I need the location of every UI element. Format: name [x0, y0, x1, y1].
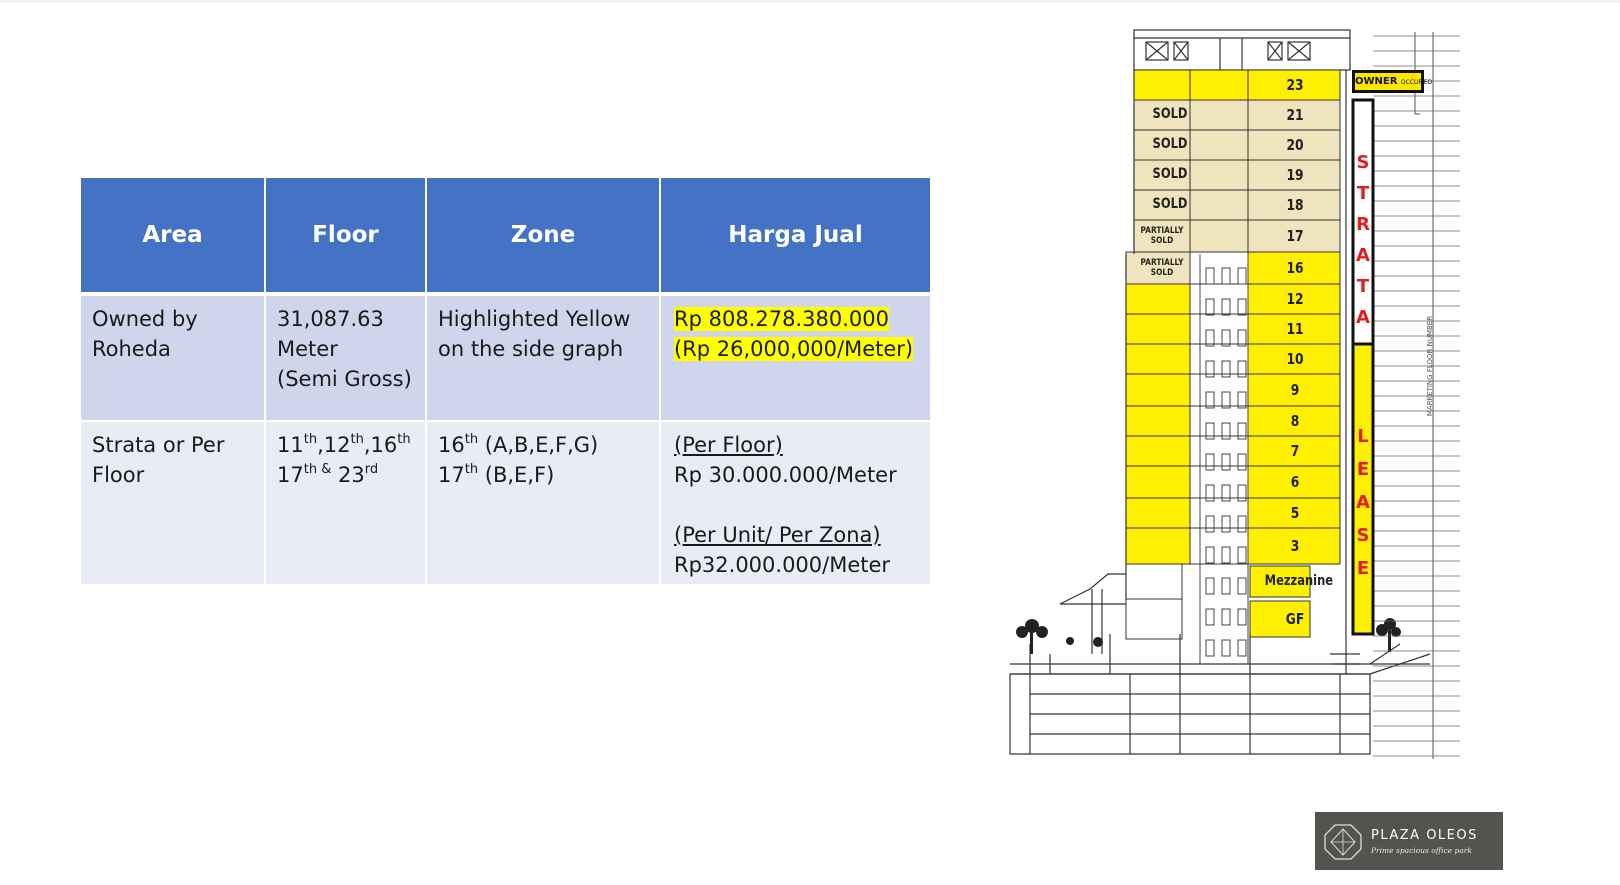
floor-number-label: 21 — [1286, 106, 1304, 124]
floor-number-label: GF — [1285, 610, 1305, 628]
vertical-letter: E — [1356, 459, 1370, 480]
table-header-row — [81, 178, 930, 296]
floor-number-label: Mezzanine — [1264, 573, 1334, 589]
zone-line-2: 17th (B,E,F) — [438, 462, 555, 487]
elevator-cell — [1238, 578, 1246, 594]
elevator-cell — [1222, 609, 1230, 625]
per-floor-label: (Per Floor) — [674, 433, 783, 457]
floor-zone-left — [1126, 406, 1190, 436]
floor-zone-left — [1126, 528, 1190, 564]
cell-line: (Semi Gross) — [277, 367, 412, 391]
floor-zone-left — [1126, 374, 1190, 406]
floor-zone-core — [1190, 528, 1248, 564]
header-area: Area — [81, 178, 266, 296]
owner-occupied-box: OWNER OCCUPIED — [1352, 70, 1424, 93]
sold-label: SOLD — [1152, 106, 1188, 122]
floor-list-line-1: 11th,12th,16th — [277, 432, 411, 457]
vertical-letter: R — [1356, 214, 1370, 235]
cell-price — [661, 296, 930, 422]
cell-area — [81, 422, 266, 584]
vertical-letter: E — [1356, 558, 1370, 579]
floor-list-line-2 — [277, 460, 415, 490]
floor-number-label: 7 — [1290, 442, 1300, 460]
header-floor: Floor — [266, 178, 427, 296]
vertical-letter: T — [1356, 276, 1370, 297]
logo-tagline: Prime spacious office park — [1371, 846, 1472, 855]
per-unit-value: Rp32.000.000/Meter — [674, 553, 891, 577]
highlighted-price-per-meter: (Rp 26,000,000/Meter) — [674, 337, 914, 361]
floor-number: 16 — [370, 433, 398, 457]
vertical-letter: T — [1356, 183, 1370, 204]
floor-ordinal: th — [397, 432, 411, 447]
partially-sold-label: PARTIALLY SOLD — [1140, 258, 1184, 278]
cell-zone — [427, 422, 661, 584]
floor-number-label: 19 — [1286, 166, 1304, 184]
elevator-cell — [1222, 578, 1230, 594]
floor-zone-left — [1126, 436, 1190, 466]
floor-zone-middle — [1190, 130, 1248, 160]
floor-ordinal: th & — [303, 462, 332, 477]
floor-number-label: 8 — [1290, 412, 1300, 430]
floor-zone-blank — [1126, 564, 1182, 599]
floor-ordinal: th — [303, 432, 318, 447]
floor-zone-middle — [1190, 70, 1248, 100]
cell-floor — [266, 422, 427, 584]
sold-label: SOLD — [1152, 136, 1188, 152]
cell-line: on the side graph — [438, 337, 624, 361]
floor-zone-core — [1190, 344, 1248, 374]
price-table — [81, 178, 930, 584]
elevator-cell — [1222, 640, 1230, 656]
cell-floor — [266, 296, 427, 422]
vertical-letter: L — [1357, 426, 1369, 447]
vertical-letter: A — [1356, 307, 1370, 328]
floor-zone-left — [1126, 314, 1190, 344]
floor-zone-core — [1190, 498, 1248, 528]
logo-name: PLAZA OLEOS — [1371, 828, 1478, 843]
floor-number: 11 — [277, 433, 304, 457]
floor-number-label: 12 — [1286, 290, 1304, 308]
table-row-owned — [81, 296, 930, 422]
floor-zone-core — [1190, 406, 1248, 436]
floor-number-label: 11 — [1286, 320, 1304, 338]
floor-ordinal: th — [350, 432, 364, 447]
cell-zone — [427, 296, 661, 422]
floor-zone-middle — [1190, 190, 1248, 220]
landscape-trees — [1016, 618, 1401, 654]
marketing-floor-number-note: MARKETING FLOOR NUMBER — [1426, 315, 1434, 417]
vertical-letter: A — [1356, 492, 1370, 513]
cell-line: 31,087.63 — [277, 307, 384, 331]
floor-number-label: 9 — [1290, 381, 1300, 399]
building-section-diagram — [1010, 14, 1590, 784]
floor-zone-middle — [1190, 160, 1248, 190]
elevator-cell — [1206, 578, 1214, 594]
zone-line-1: 16th (A,B,E,F,G) — [438, 432, 599, 457]
sold-label: SOLD — [1152, 196, 1188, 212]
floor-zone-left — [1126, 498, 1190, 528]
table-row-strata — [81, 422, 930, 584]
plaza-oleos-logo — [1315, 812, 1503, 870]
floor-number-label: 10 — [1286, 350, 1304, 368]
lease-vertical-label — [1353, 426, 1373, 591]
cell-line: Highlighted Yellow — [438, 307, 631, 331]
elevator-cell — [1206, 640, 1214, 656]
floor-number: 12 — [323, 433, 351, 457]
floor-zone-left — [1134, 70, 1190, 100]
floor-number-label: 16 — [1286, 259, 1304, 277]
octagon-diamond-logo-icon — [1323, 823, 1363, 861]
floor-zone-core — [1190, 466, 1248, 498]
top-divider-line — [0, 0, 1620, 3]
floor-number-label: 17 — [1286, 227, 1304, 245]
floor-number: 23 — [338, 463, 365, 487]
floor-zone-core — [1190, 436, 1248, 466]
floor-zone-middle — [1190, 100, 1248, 130]
cell-line: Meter — [277, 337, 338, 361]
floor-number-label: 5 — [1290, 504, 1300, 522]
floor-zone-left — [1126, 284, 1190, 314]
strata-vertical-label — [1353, 152, 1373, 338]
cell-area — [81, 296, 266, 422]
floor-number-label: 3 — [1290, 537, 1300, 555]
floor-zone-middle — [1190, 220, 1248, 252]
floor-zone-left — [1126, 344, 1190, 374]
floor-number-label: 20 — [1286, 136, 1304, 154]
floor-zone-blank — [1126, 599, 1182, 639]
cell-line: Roheda — [92, 337, 171, 361]
vertical-letter: S — [1356, 525, 1370, 546]
cell-price — [661, 422, 930, 584]
vertical-letter: S — [1356, 152, 1370, 173]
highlighted-price: Rp 808.278.380.000 — [674, 307, 889, 331]
elevator-cell — [1238, 609, 1246, 625]
cell-line: Floor — [92, 463, 145, 487]
elevator-cell — [1206, 609, 1214, 625]
cell-line: Owned by — [92, 307, 198, 331]
vertical-letter: A — [1356, 245, 1370, 266]
per-unit-label: (Per Unit/ Per Zona) — [674, 523, 881, 547]
sold-label: SOLD — [1152, 166, 1188, 182]
floor-zone-left — [1126, 466, 1190, 498]
floor-ordinal: rd — [364, 462, 379, 477]
floor-number-label: 23 — [1286, 76, 1304, 94]
floor-zone-core — [1190, 374, 1248, 406]
per-floor-value: Rp 30.000.000/Meter — [674, 463, 897, 487]
floor-number-label: 18 — [1286, 196, 1304, 214]
elevator-cell — [1238, 640, 1246, 656]
header-zone: Zone — [427, 178, 661, 296]
partially-sold-label: PARTIALLY SOLD — [1140, 226, 1184, 246]
floor-number: 17 — [277, 463, 304, 487]
building-drawing — [1010, 14, 1590, 784]
floor-number-label: 6 — [1290, 473, 1300, 491]
cell-line: Strata or Per — [92, 433, 225, 457]
header-harga-jual: Harga Jual — [661, 178, 930, 296]
floor-zone-core — [1190, 314, 1248, 344]
